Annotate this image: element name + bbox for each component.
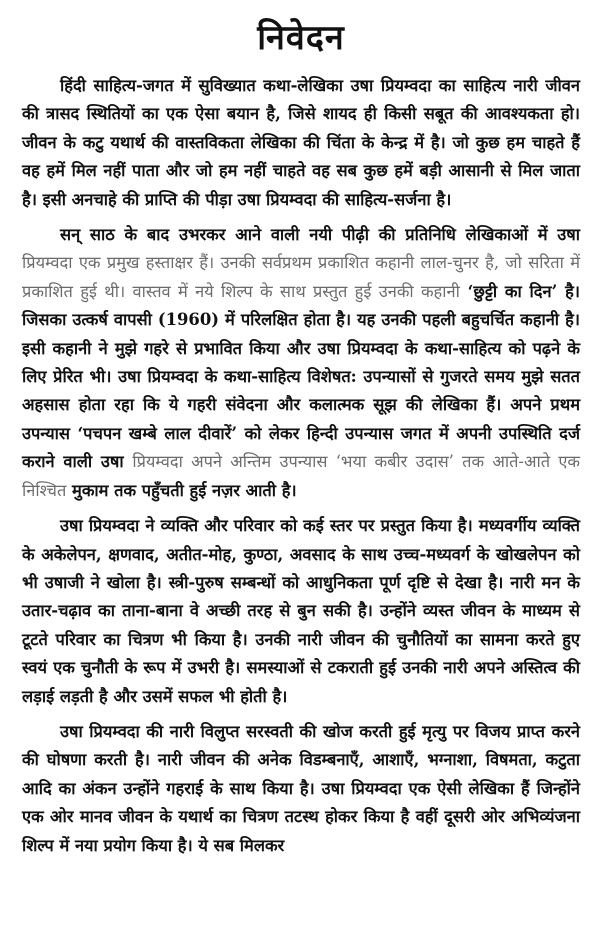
paragraph-2 — [22, 221, 580, 505]
paragraph-3: उषा प्रियम्वदा ने व्यक्ति और परिवार को कई स्तर पर प्रस्तुत किया है। मध्यवर्गीय व्यक्ति के अकेलेपन, क्षणवाद, अतीत-मोह, कुण्ठा, अवसाद के साथ उच्च-मध्यवर्ग के खोखलेपन को भी उषाजी ने खोला है। स्त्री-पुरुष सम्बन्धों को आधुनिकता पूर्ण दृष्टि से देखा है। नारी मन के उतार-चढ़ाव का ताना-बाना वे अच्छी तरह से बुन सकी है। उन्होंने व्यस्त जीवन के माध्यम से टूटते परिवार का चित्रण भी किया है। उनकी नारी जीवन की चुनौतियों का सामना करते हुए स्वयं एक चुनौती के रूप में उभरी है। समस्याओं से टकराती हुई उनकी नारी अपने अस्तित्व की लड़ाई लड़ती है और उसमें सफल भी होती है। — [22, 516, 580, 706]
paragraph-2-part-2: ‘छुट्टी का दिन’ है। जिसका उत्कर्ष वापसी (1960) में परिलक्षित होता है। यह उनकी पहली बहुचर्चित कहानी है। इसी कहानी ने मुझे गहरे से प्रभावित किया और उषा प्रियम्वदा के कथा-साहित्य को पढ़ने के लिए प्रेरित भी। उषा प्रियम्वदा के कथा-साहित्य विशेषत: उपन्यासों से गुजरते समय मुझे सतत अहसास होता रहा कि ये गहरी संवेदना और कलात्मक सूझ की लेखिका हैं। अपने प्रथम उपन्यास ‘पचपन खम्बे लाल दीवारें’ को लेकर हिन्दी उपन्यास जगत में अपनी उपस्थिति दर्ज कराने वाली उषा — [22, 281, 580, 472]
paragraph-1: हिंदी साहित्य-जगत में सुविख्यात कथा-लेखिका उषा प्रियम्वदा का साहित्य नारी जीवन की त्रासद स्थितियों का एक ऐसा बयान है, जिसे शायद ही किसी सबूत की आवश्यकता हो। जीवन के कटु यथार्थ की वास्तविकता लेखिका की चिंता के केन्द्र में है। जो कुछ हम चाहते हैं वह हमें मिल नहीं पाता और जो हम नहीं चाहते वह सब कुछ हमें बड़ी आसानी से मिल जाता है। इसी अनचाहे की प्राप्ति की पीड़ा उषा प्रियम्वदा की साहित्य-सर्जना है। — [22, 76, 580, 209]
page-title: निवेदन — [257, 18, 345, 58]
paragraph-2-faded-part-1: प्रियम्वदा एक प्रमुख हस्ताक्षर हैं। उनकी सर्वप्रथम प्रकाशित कहानी लाल-चुनर है, जो सरिता में प्रकाशित हुई थी। वास्तव में नये शिल्प के साथ प्रस्तुत हुई उनकी कहानी — [22, 253, 580, 301]
paragraph-2-part-1: सन् साठ के बाद उभरकर आने वाली नयी पीढ़ी की प्रतिनिधि लेखिकाओं में उषा — [60, 225, 580, 245]
paragraph-2-part-3: मुकाम तक पहुँचती हुई नज़र आती है। — [72, 480, 297, 500]
paragraph-2-faded-part-2: प्रियम्वदा अपने अन्तिम उपन्यास ‘भया कबीर उदास’ तक आते-आते एक निश्चित — [22, 452, 580, 500]
paragraph-4: उषा प्रियम्वदा की नारी विलुप्त सरस्वती की खोज करती हुई मृत्यु पर विजय प्राप्त करने की घोषणा करती है। नारी जीवन की अनेक विडम्बनाएँ, आशाएँ, भग्नाशा, विषमता, कटुता आदि का अंकन उन्होंने गहराई के साथ किया है। उषा प्रियम्वदा एक ऐसी लेखिका हैं जिन्होंने एक ओर मानव जीवन के यथार्थ का चित्रण तटस्थ होकर किया है वहीं दूसरी ओर अभिव्यंजना शिल्प में नया प्रयोग किया है। ये सब मिलकर — [22, 721, 580, 855]
